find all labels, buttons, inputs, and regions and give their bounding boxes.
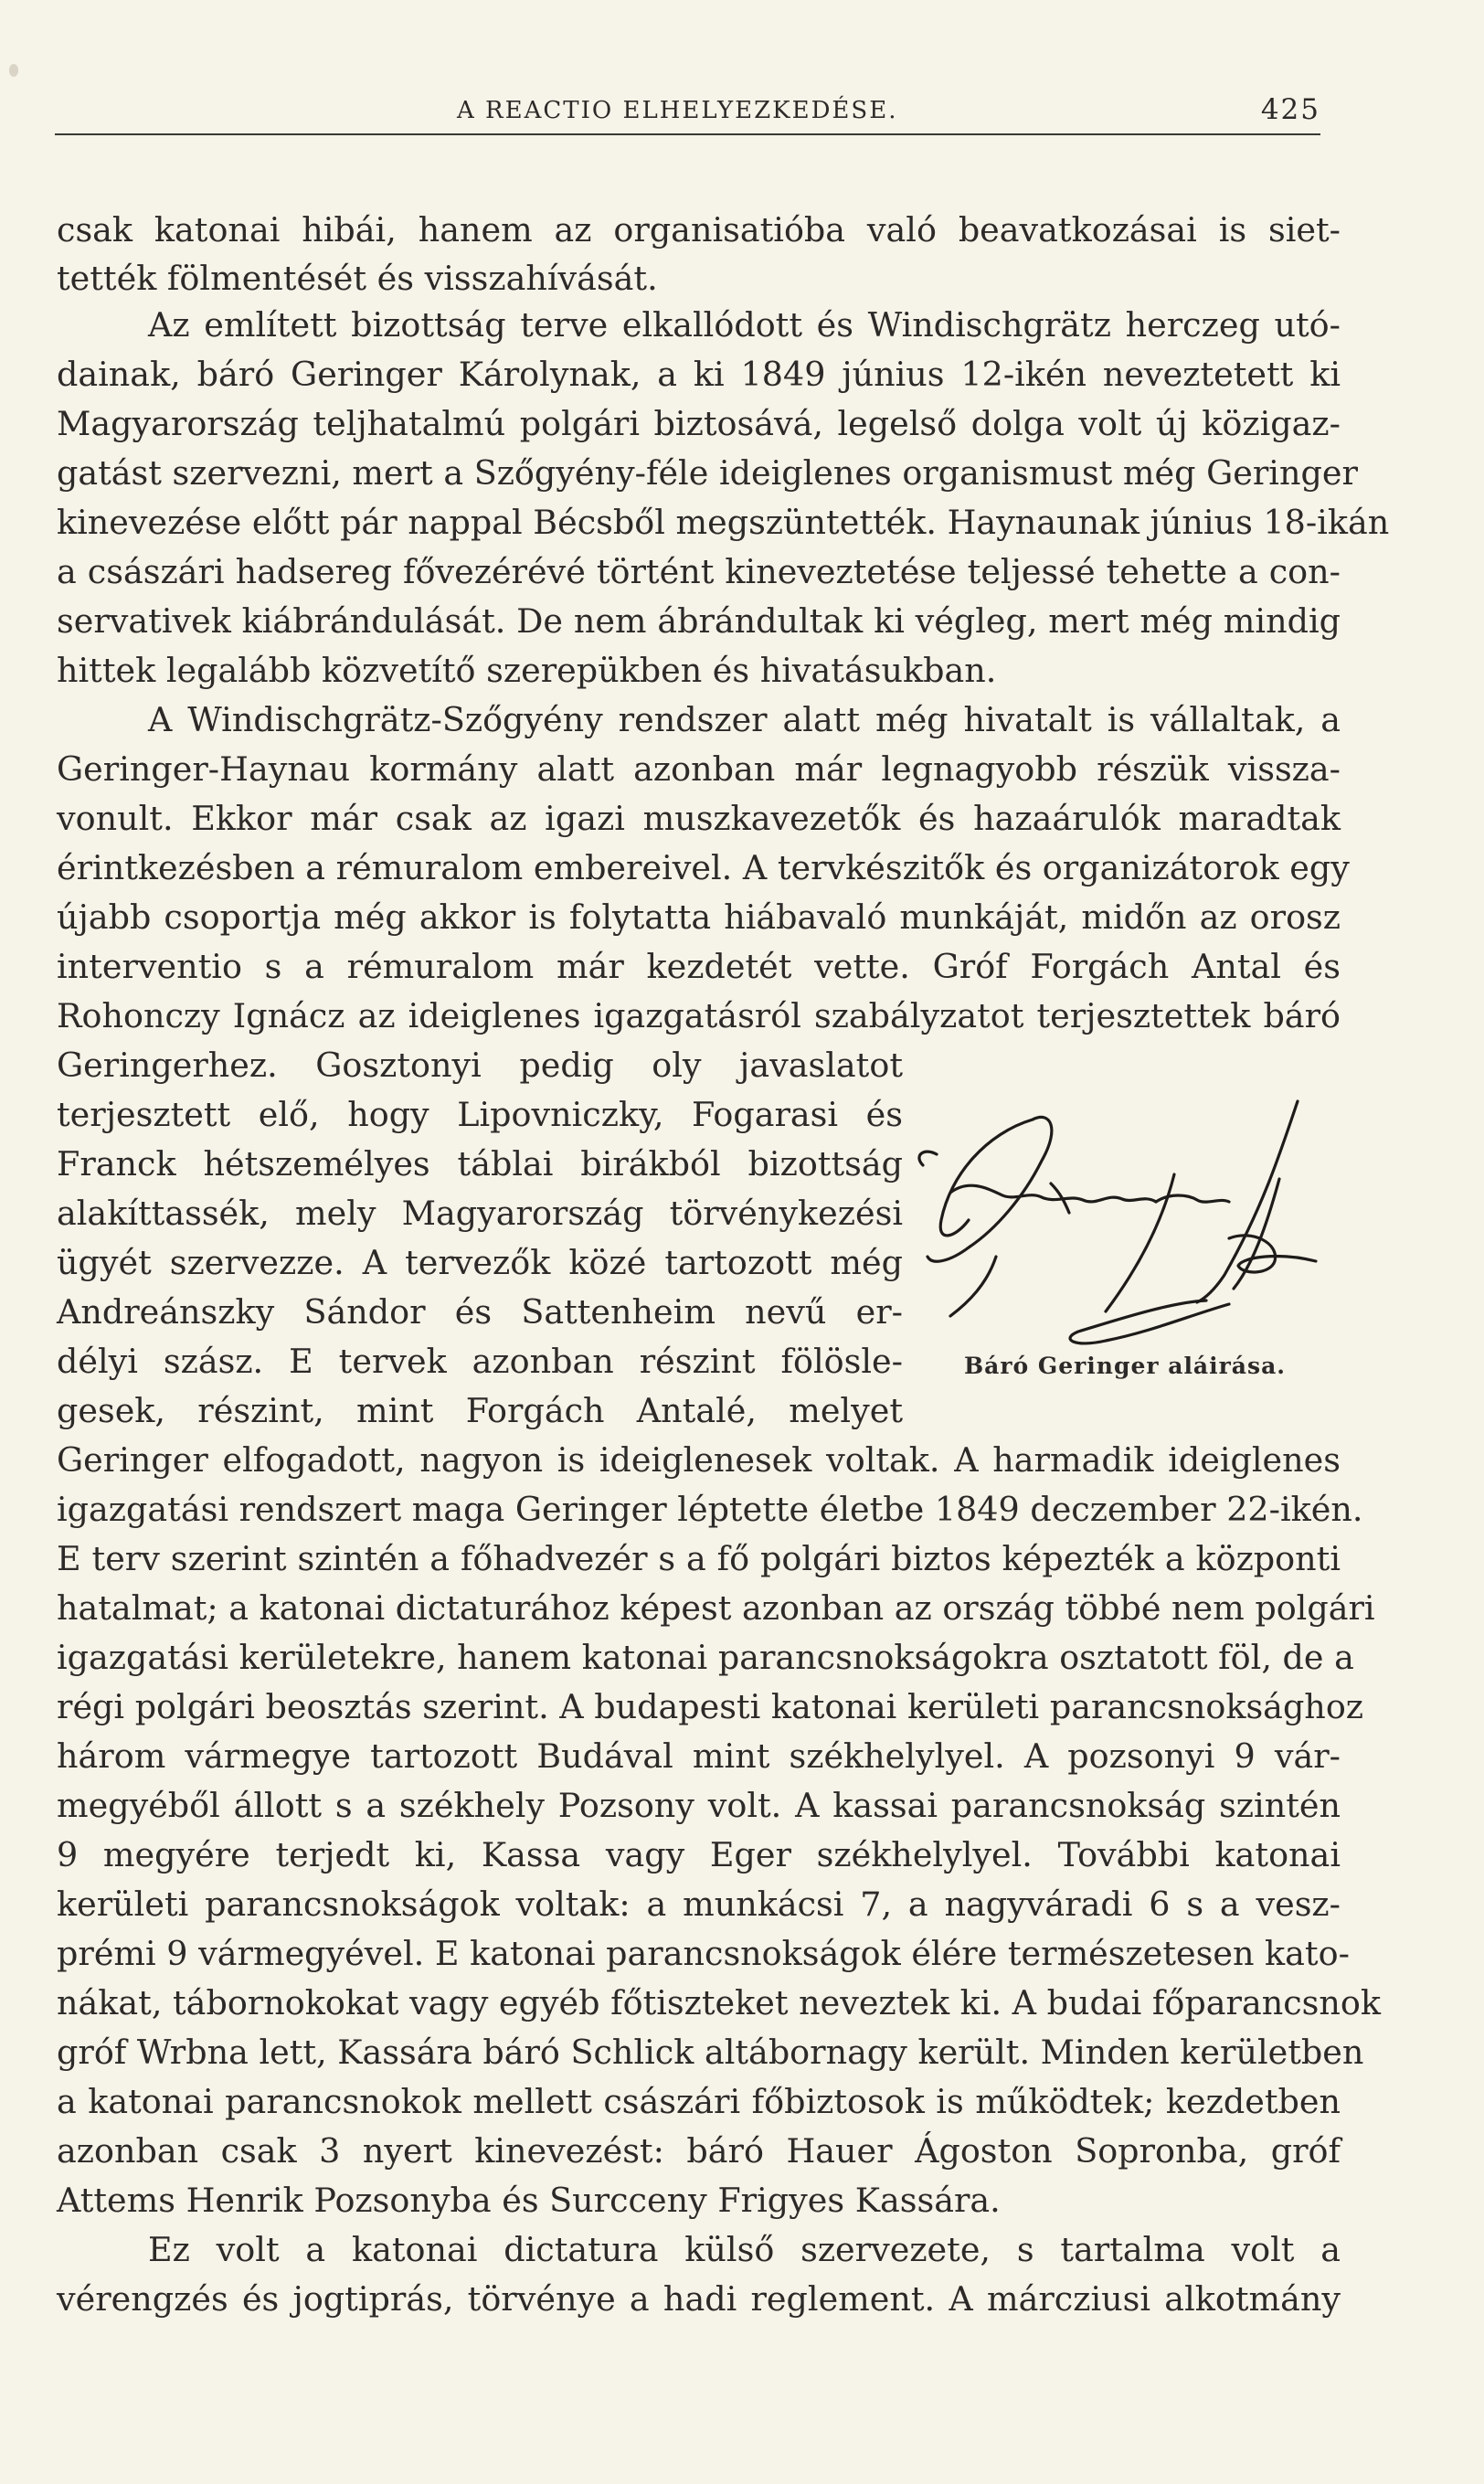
text-line: Franck hétszemélyes táblai birákból bizottság [57,1144,903,1184]
text-line: Geringer-Haynau kormány alatt azonban már legnagyobb részük vissza- [57,749,1341,789]
signature-caption: Báró Geringer aláirása. [964,1353,1286,1379]
text-line: gesek, részint, mint Forgách Antalé, melyet [57,1391,903,1430]
text-line: gatást szervezni, mert a Szőgyény-féle ideiglenes organismust még Geringer [57,453,1358,493]
text-line: Geringer elfogadott, nagyon is ideiglenesek voltak. A harmadik ideiglenes [57,1440,1341,1480]
text-line: 9 megyére terjedt ki, Kassa vagy Eger székhelylyel. További katonai [57,1835,1341,1874]
page-number: 425 [1260,93,1320,126]
signature-image [914,1092,1334,1348]
text-line: E terv szerint szintén a főhadvezér s a fő polgári biztos képezték a központi [57,1539,1341,1578]
text-line: Andreánszky Sándor és Sattenheim nevű er- [57,1292,903,1332]
text-line: csak katonai hibái, hanem az organisatióba való beavatkozásai is siet- [57,210,1341,249]
text-line: három vármegye tartozott Budával mint székhelylyel. A pozsonyi 9 vár- [57,1736,1341,1776]
page-smudge [9,64,18,77]
text-line: régi polgári beosztás szerint. A budapesti katonai kerületi parancsnoksághoz [57,1687,1364,1726]
text-line: dainak, báró Geringer Károlynak, a ki 1849 június 12-ikén neveztetett ki [57,355,1341,394]
text-line: vérengzés és jogtiprás, törvénye a hadi reglement. A márcziusi alkotmány [57,2279,1341,2319]
text-line: alakíttassék, mely Magyarország törvénykezési [57,1194,903,1233]
text-line: hittek legalább közvetítő szerepükben és hivatásukban. [57,651,997,690]
text-line: Ez volt a katonai dictatura külső szervezete, s tartalma volt a [148,2230,1341,2269]
text-line: tették fölmentését és visszahívását. [57,259,658,298]
text-line: a katonai parancsnokok mellett császári főbiztosok is működtek; kezdetben [57,2082,1341,2121]
text-line: azonban csak 3 nyert kinevezést: báró Hauer Ágoston Sopronba, gróf [57,2131,1341,2171]
page-header [55,91,1320,135]
text-line: A Windischgrätz-Szőgyény rendszer alatt még hivatalt is vállaltak, a [148,700,1341,739]
text-line: délyi szász. E tervek azonban részint fölösle- [57,1342,903,1381]
text-line: érintkezésben a rémuralom embereivel. A tervkészitők és organizátorok egy [57,848,1350,887]
text-line: hatalmat; a katonai dictaturához képest azonban az ország többé nem polgári [57,1588,1375,1628]
text-line: Magyarország teljhatalmú polgári biztosává, legelső dolga volt új közigaz- [57,404,1341,443]
text-line: interventio s a rémuralom már kezdetét vette. Gróf Forgách Antal és [57,947,1341,986]
text-line: Rohonczy Ignácz az ideiglenes igazgatásról szabályzatot terjesztettek báró [57,996,1341,1035]
text-line: Az említett bizottság terve elkallódott és Windischgrätz herczeg utó- [148,305,1341,345]
text-line: ügyét szervezze. A tervezők közé tartozott még [57,1243,903,1282]
text-line: igazgatási rendszert maga Geringer léptette életbe 1849 deczember 22-ikén. [57,1490,1363,1529]
text-line: servativek kiábrándulását. De nem ábrándultak ki végleg, mert még mindig [57,601,1341,641]
text-line: vonult. Ekkor már csak az igazi muszkavezetők és hazaárulók maradtak [57,799,1341,838]
text-line: Attems Henrik Pozsonyba és Surcceny Frigyes Kassára. [57,2181,1001,2220]
text-line: Geringerhez. Gosztonyi pedig oly javaslatot [57,1046,903,1085]
text-line: a császári hadsereg fővezérévé történt kineveztetése teljessé tehette a con- [57,552,1341,591]
text-line: újabb csoportja még akkor is folytatta hiábavaló munkáját, midőn az orosz [57,897,1341,937]
text-line: megyéből állott s a székhely Pozsony volt. A kassai parancsnokság szintén [57,1786,1341,1825]
text-line: nákat, tábornokokat vagy egyéb főtiszteket neveztek ki. A budai főparancsnok [57,1983,1382,2022]
text-line: kerületi parancsnokságok voltak: a munkácsi 7, a nagyváradi 6 s a vesz- [57,1884,1341,1924]
text-line: igazgatási kerületekre, hanem katonai parancsnokságokra osztatott föl, de a [57,1638,1354,1677]
text-line: prémi 9 vármegyével. E katonai parancsnokságok élére természetesen kato- [57,1934,1350,1973]
signature-figure [914,1092,1334,1394]
text-line: kinevezése előtt pár nappal Bécsből megszüntették. Haynaunak június 18-ikán [57,503,1390,542]
text-line: terjesztett elő, hogy Lipovniczky, Fogarasi és [57,1095,903,1134]
running-title: A REACTIO ELHELYEZKEDÉSE. [457,97,898,124]
text-line: gróf Wrbna lett, Kassára báró Schlick altábornagy került. Minden kerületben [57,2033,1364,2072]
